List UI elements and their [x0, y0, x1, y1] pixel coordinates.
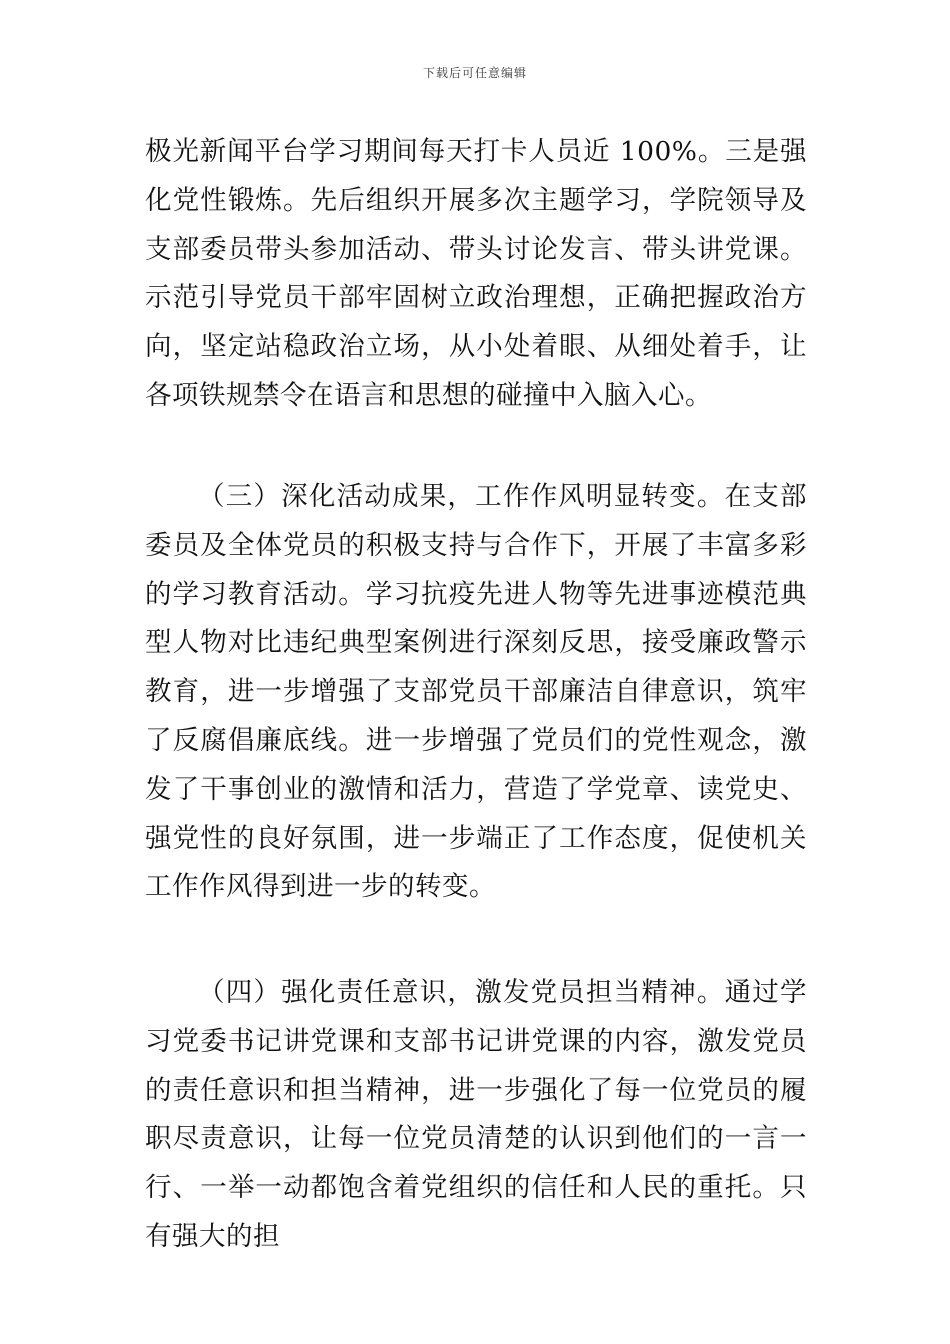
header-note: 下载后可任意编辑 [422, 66, 527, 80]
paragraph-activity-results: （三）深化活动成果，工作作风明显转变。在支部委员及全体党员的积极支持与合作下，开展了丰富多彩的学习教育活动。学习抗疫先进人物等先进事迹模范典型人物对比违纪典型案例进行深刻反思，接受廉政警示教育，进一步增强了支部党员干部廉洁自律意识，筑牢了反腐倡廉底线。进一步增强了党员们的党性观念，激发了干事创业的激情和活力，营造了学党章、读党史、强党性的良好氛围，进一步端正了工作态度，促使机关工作作风得到进一步的转变。 [145, 481, 807, 903]
paragraph-party-training: 极光新闻平台学习期间每天打卡人员近 100%。三是强化党性锻炼。先后组织开展多次主题学习，学院领导及支部委员带头参加活动、带头讨论发言、带头讲党课。示范引导党员干部牢固树立政治理想，正确把握政治方向，坚定站稳政治立场，从小处着眼、从细处着手，让各项铁规禁令在语言和思想的碰撞中入脑入心。 [145, 136, 807, 411]
paragraph-responsibility: （四）强化责任意识，激发党员担当精神。通过学习党委书记讲党课和支部书记讲党课的内容，激发党员的责任意识和担当精神，进一步强化了每一位党员的履职尽责意识，让每一位党员清楚的认识到他们的一言一行、一举一动都饱含着党组织的信任和人民的重托。只有强大的担 [145, 977, 807, 1252]
